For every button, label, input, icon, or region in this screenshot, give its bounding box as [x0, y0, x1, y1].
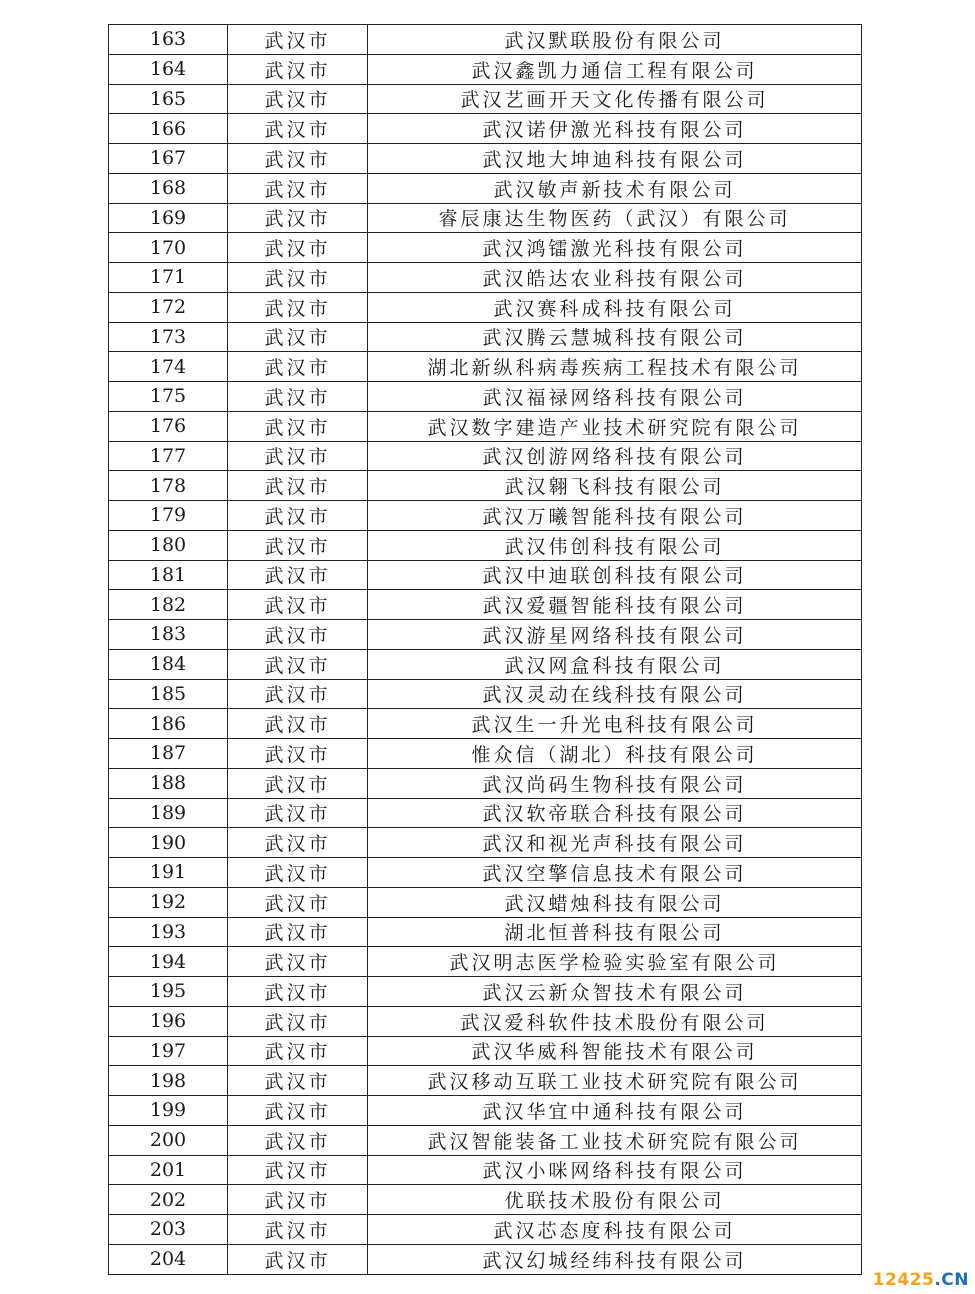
row-city: 武汉市: [228, 649, 368, 679]
row-number: 196: [109, 1006, 228, 1036]
row-company: 武汉福禄网络科技有限公司: [368, 382, 862, 412]
row-number: 198: [109, 1066, 228, 1096]
table-row: [109, 173, 862, 203]
row-number: 179: [109, 501, 228, 531]
row-city: 武汉市: [228, 1006, 368, 1036]
row-city: 武汉市: [228, 828, 368, 858]
row-company: 湖北恒普科技有限公司: [368, 917, 862, 947]
row-city: 武汉市: [228, 352, 368, 382]
row-city: 武汉市: [228, 1155, 368, 1185]
row-number: 177: [109, 441, 228, 471]
table-row: [109, 382, 862, 412]
table-row: [109, 1066, 862, 1096]
row-city: 武汉市: [228, 411, 368, 441]
row-company: 武汉明志医学检验实验室有限公司: [368, 947, 862, 977]
row-company: 武汉灵动在线科技有限公司: [368, 679, 862, 709]
row-company: 武汉腾云慧城科技有限公司: [368, 322, 862, 352]
row-city: 武汉市: [228, 441, 368, 471]
table-row: [109, 54, 862, 84]
row-city: 武汉市: [228, 709, 368, 739]
row-city: 武汉市: [228, 25, 368, 55]
table-row: [109, 352, 862, 382]
site-watermark: [873, 1270, 969, 1290]
table-row: [109, 679, 862, 709]
table-row: [109, 441, 862, 471]
row-number: 203: [109, 1215, 228, 1245]
row-number: 189: [109, 798, 228, 828]
table-row: [109, 322, 862, 352]
table-row: [109, 590, 862, 620]
row-city: 武汉市: [228, 263, 368, 293]
row-city: 武汉市: [228, 590, 368, 620]
table-row: [109, 292, 862, 322]
table-row: [109, 1244, 862, 1274]
row-number: 173: [109, 322, 228, 352]
table-row: [109, 1096, 862, 1126]
row-number: 169: [109, 203, 228, 233]
row-company: 武汉蜡烛科技有限公司: [368, 887, 862, 917]
row-number: 181: [109, 560, 228, 590]
row-company: 武汉皓达农业科技有限公司: [368, 263, 862, 293]
row-company: 武汉艺画开天文化传播有限公司: [368, 84, 862, 114]
row-city: 武汉市: [228, 739, 368, 769]
row-city: 武汉市: [228, 233, 368, 263]
row-number: 171: [109, 263, 228, 293]
row-company: 武汉空擎信息技术有限公司: [368, 858, 862, 888]
row-company: 武汉云新众智技术有限公司: [368, 977, 862, 1007]
row-company: 武汉和视光声科技有限公司: [368, 828, 862, 858]
table-row: [109, 501, 862, 531]
row-city: 武汉市: [228, 620, 368, 650]
row-number: 195: [109, 977, 228, 1007]
row-number: 185: [109, 679, 228, 709]
row-company: 武汉伟创科技有限公司: [368, 530, 862, 560]
row-company: 睿辰康达生物医药（武汉）有限公司: [368, 203, 862, 233]
row-company: 武汉鑫凯力通信工程有限公司: [368, 54, 862, 84]
row-number: 182: [109, 590, 228, 620]
row-city: 武汉市: [228, 322, 368, 352]
row-number: 197: [109, 1036, 228, 1066]
table-row: [109, 947, 862, 977]
row-company: 武汉移动互联工业技术研究院有限公司: [368, 1066, 862, 1096]
table-row: [109, 233, 862, 263]
row-number: 167: [109, 144, 228, 174]
row-number: 166: [109, 114, 228, 144]
row-city: 武汉市: [228, 1215, 368, 1245]
row-company: 武汉小咪网络科技有限公司: [368, 1155, 862, 1185]
row-number: 178: [109, 471, 228, 501]
row-company: 优联技术股份有限公司: [368, 1185, 862, 1215]
table-row: [109, 620, 862, 650]
row-company: 武汉敏声新技术有限公司: [368, 173, 862, 203]
row-city: 武汉市: [228, 798, 368, 828]
row-city: 武汉市: [228, 1244, 368, 1274]
row-number: 190: [109, 828, 228, 858]
row-city: 武汉市: [228, 530, 368, 560]
row-company: 武汉赛科成科技有限公司: [368, 292, 862, 322]
row-number: 204: [109, 1244, 228, 1274]
table-row: [109, 1006, 862, 1036]
table-row: [109, 263, 862, 293]
row-number: 170: [109, 233, 228, 263]
row-company: 武汉爱科软件技术股份有限公司: [368, 1006, 862, 1036]
row-city: 武汉市: [228, 1096, 368, 1126]
table-row: [109, 828, 862, 858]
table-row: [109, 917, 862, 947]
row-company: 武汉默联股份有限公司: [368, 25, 862, 55]
row-city: 武汉市: [228, 54, 368, 84]
row-company: 武汉游星网络科技有限公司: [368, 620, 862, 650]
row-number: 184: [109, 649, 228, 679]
row-number: 176: [109, 411, 228, 441]
row-company: 武汉鸿镭激光科技有限公司: [368, 233, 862, 263]
row-city: 武汉市: [228, 1066, 368, 1096]
row-city: 武汉市: [228, 1125, 368, 1155]
row-number: 175: [109, 382, 228, 412]
row-company: 武汉幻城经纬科技有限公司: [368, 1244, 862, 1274]
row-city: 武汉市: [228, 679, 368, 709]
row-city: 武汉市: [228, 501, 368, 531]
table-row: [109, 768, 862, 798]
row-number: 187: [109, 739, 228, 769]
table-row: [109, 1185, 862, 1215]
row-company: 武汉数字建造产业技术研究院有限公司: [368, 411, 862, 441]
row-city: 武汉市: [228, 917, 368, 947]
table-row: [109, 203, 862, 233]
row-company: 武汉生一升光电科技有限公司: [368, 709, 862, 739]
row-company: 武汉网盒科技有限公司: [368, 649, 862, 679]
row-city: 武汉市: [228, 203, 368, 233]
row-number: 192: [109, 887, 228, 917]
table-row: [109, 649, 862, 679]
table-row: [109, 84, 862, 114]
row-city: 武汉市: [228, 887, 368, 917]
row-number: 193: [109, 917, 228, 947]
row-company: 惟众信（湖北）科技有限公司: [368, 739, 862, 769]
row-company: 武汉华宜中通科技有限公司: [368, 1096, 862, 1126]
row-company: 武汉软帝联合科技有限公司: [368, 798, 862, 828]
table-row: [109, 560, 862, 590]
watermark-tld: .CN: [934, 1270, 969, 1290]
table-row: [109, 1125, 862, 1155]
watermark-number: 12425: [872, 1270, 935, 1290]
table-row: [109, 1215, 862, 1245]
row-city: 武汉市: [228, 382, 368, 412]
row-city: 武汉市: [228, 292, 368, 322]
table-row: [109, 858, 862, 888]
row-city: 武汉市: [228, 471, 368, 501]
row-number: 172: [109, 292, 228, 322]
table-body: [109, 25, 862, 1275]
table-row: [109, 739, 862, 769]
row-city: 武汉市: [228, 858, 368, 888]
row-number: 180: [109, 530, 228, 560]
table-row: [109, 887, 862, 917]
row-company: 武汉翱飞科技有限公司: [368, 471, 862, 501]
row-number: 174: [109, 352, 228, 382]
row-number: 163: [109, 25, 228, 55]
row-number: 202: [109, 1185, 228, 1215]
row-company: 武汉尚码生物科技有限公司: [368, 768, 862, 798]
row-number: 200: [109, 1125, 228, 1155]
row-city: 武汉市: [228, 114, 368, 144]
row-company: 武汉创游网络科技有限公司: [368, 441, 862, 471]
row-number: 188: [109, 768, 228, 798]
row-company: 武汉芯态度科技有限公司: [368, 1215, 862, 1245]
table-row: [109, 25, 862, 55]
row-number: 165: [109, 84, 228, 114]
table-row: [109, 114, 862, 144]
table-row: [109, 798, 862, 828]
row-company: 武汉华威科智能技术有限公司: [368, 1036, 862, 1066]
row-number: 164: [109, 54, 228, 84]
row-number: 168: [109, 173, 228, 203]
company-list-table: [108, 24, 862, 1275]
table-row: [109, 144, 862, 174]
row-company: 武汉智能装备工业技术研究院有限公司: [368, 1125, 862, 1155]
row-city: 武汉市: [228, 173, 368, 203]
row-number: 186: [109, 709, 228, 739]
row-company: 武汉万曦智能科技有限公司: [368, 501, 862, 531]
row-city: 武汉市: [228, 947, 368, 977]
row-city: 武汉市: [228, 977, 368, 1007]
row-number: 194: [109, 947, 228, 977]
row-number: 183: [109, 620, 228, 650]
row-company: 武汉诺伊激光科技有限公司: [368, 114, 862, 144]
row-number: 199: [109, 1096, 228, 1126]
row-city: 武汉市: [228, 84, 368, 114]
row-number: 191: [109, 858, 228, 888]
row-number: 201: [109, 1155, 228, 1185]
table-row: [109, 1036, 862, 1066]
row-company: 湖北新纵科病毒疾病工程技术有限公司: [368, 352, 862, 382]
row-company: 武汉爱疆智能科技有限公司: [368, 590, 862, 620]
row-city: 武汉市: [228, 768, 368, 798]
row-city: 武汉市: [228, 1185, 368, 1215]
table-row: [109, 411, 862, 441]
row-city: 武汉市: [228, 1036, 368, 1066]
row-city: 武汉市: [228, 560, 368, 590]
row-city: 武汉市: [228, 144, 368, 174]
row-company: 武汉地大坤迪科技有限公司: [368, 144, 862, 174]
table-row: [109, 1155, 862, 1185]
table-row: [109, 709, 862, 739]
table-row: [109, 530, 862, 560]
row-company: 武汉中迪联创科技有限公司: [368, 560, 862, 590]
table-row: [109, 977, 862, 1007]
table-row: [109, 471, 862, 501]
